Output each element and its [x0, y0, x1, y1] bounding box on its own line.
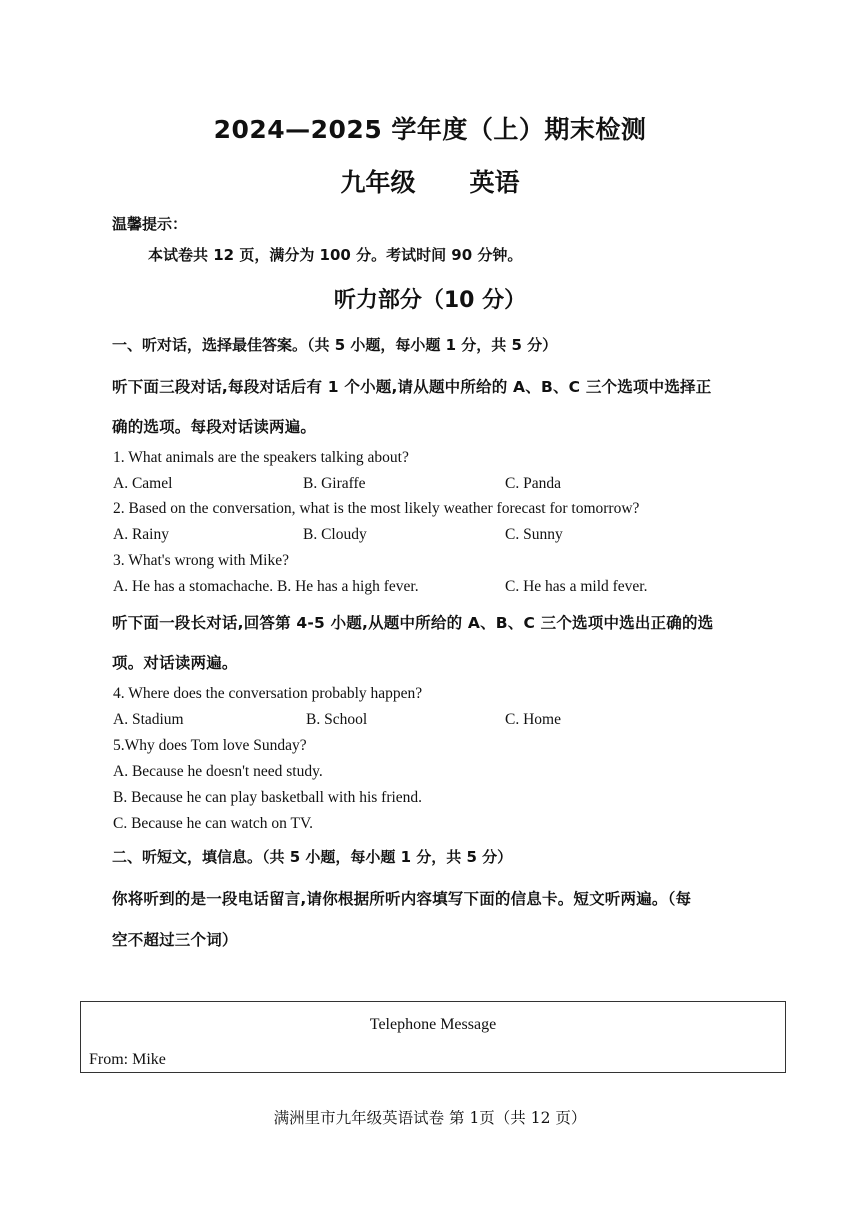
part1-instruction2-line1: 听下面一段长对话,回答第 4-5 小题,从题中所给的 A、B、C 三个选项中选出正确的选: [112, 614, 714, 632]
card-title: Telephone Message: [369, 1016, 497, 1033]
grade-label: 九年级: [340, 168, 416, 197]
question-4-stem: 4. Where does the conversation probably happen?: [113, 685, 423, 702]
question-3-options-ab: A. He has a stomachache. B. He has a high fever.: [113, 578, 419, 595]
question-2-option-b: B. Cloudy: [303, 526, 367, 543]
part1-instruction2-line2: 项。对话读两遍。: [112, 654, 238, 672]
question-1-option-c: C. Panda: [505, 475, 561, 492]
question-4-option-a: A. Stadium: [113, 711, 184, 728]
question-2-option-a: A. Rainy: [113, 526, 169, 543]
part2-heading: 二、听短文，填信息。（共 5 小题，每小题 1 分，共 5 分）: [112, 848, 513, 866]
card-from: From: Mike: [89, 1051, 166, 1068]
part2-instruction-line1: 你将听到的是一段电话留言,请你根据所听内容填写下面的信息卡。短文听两遍。（每: [112, 890, 692, 908]
page-footer: 满洲里市九年级英语试卷 第 1页（共 12 页）: [273, 1109, 587, 1127]
question-1-option-a: A. Camel: [113, 475, 173, 492]
question-4-option-b: B. School: [306, 711, 368, 728]
question-2-stem: 2. Based on the conversation, what is the most likely weather forecast for tomorrow?: [113, 500, 640, 517]
question-1-stem: 1. What animals are the speakers talking about?: [113, 449, 409, 466]
part2-instruction-line2: 空不超过三个词）: [112, 931, 238, 949]
tips-text: 本试卷共 12 页，满分为 100 分。考试时间 90 分钟。: [148, 246, 523, 264]
question-3-option-c: C. He has a mild fever.: [505, 578, 648, 595]
question-3-stem: 3. What's wrong with Mike?: [113, 552, 289, 569]
tips-label: 温馨提示：: [112, 215, 188, 233]
part1-instruction-line1: 听下面三段对话,每段对话后有 1 个小题,请从题中所给的 A、B、C 三个选项中选择正: [112, 378, 712, 396]
question-5-option-b: B. Because he can play basketball with his friend.: [113, 789, 423, 806]
question-4-option-c: C. Home: [505, 711, 561, 728]
exam-title: 2024—2025 学年度（上）期末检测: [213, 115, 647, 144]
question-5-option-c: C. Because he can watch on TV.: [113, 815, 314, 832]
question-5-stem: 5.Why does Tom love Sunday?: [113, 737, 307, 754]
question-1-option-b: B. Giraffe: [303, 475, 366, 492]
part1-heading: 一、听对话，选择最佳答案。（共 5 小题，每小题 1 分，共 5 分）: [112, 336, 558, 354]
grade-subject: [0, 163, 860, 199]
listening-section-title: 听力部分（10 分）: [333, 288, 527, 313]
part1-instruction-line2: 确的选项。每段对话读两遍。: [112, 418, 317, 436]
telephone-message-card: [80, 1001, 786, 1073]
subject-label: 英语: [469, 168, 520, 197]
question-5-option-a: A. Because he doesn't need study.: [113, 763, 323, 780]
question-2-option-c: C. Sunny: [505, 526, 563, 543]
